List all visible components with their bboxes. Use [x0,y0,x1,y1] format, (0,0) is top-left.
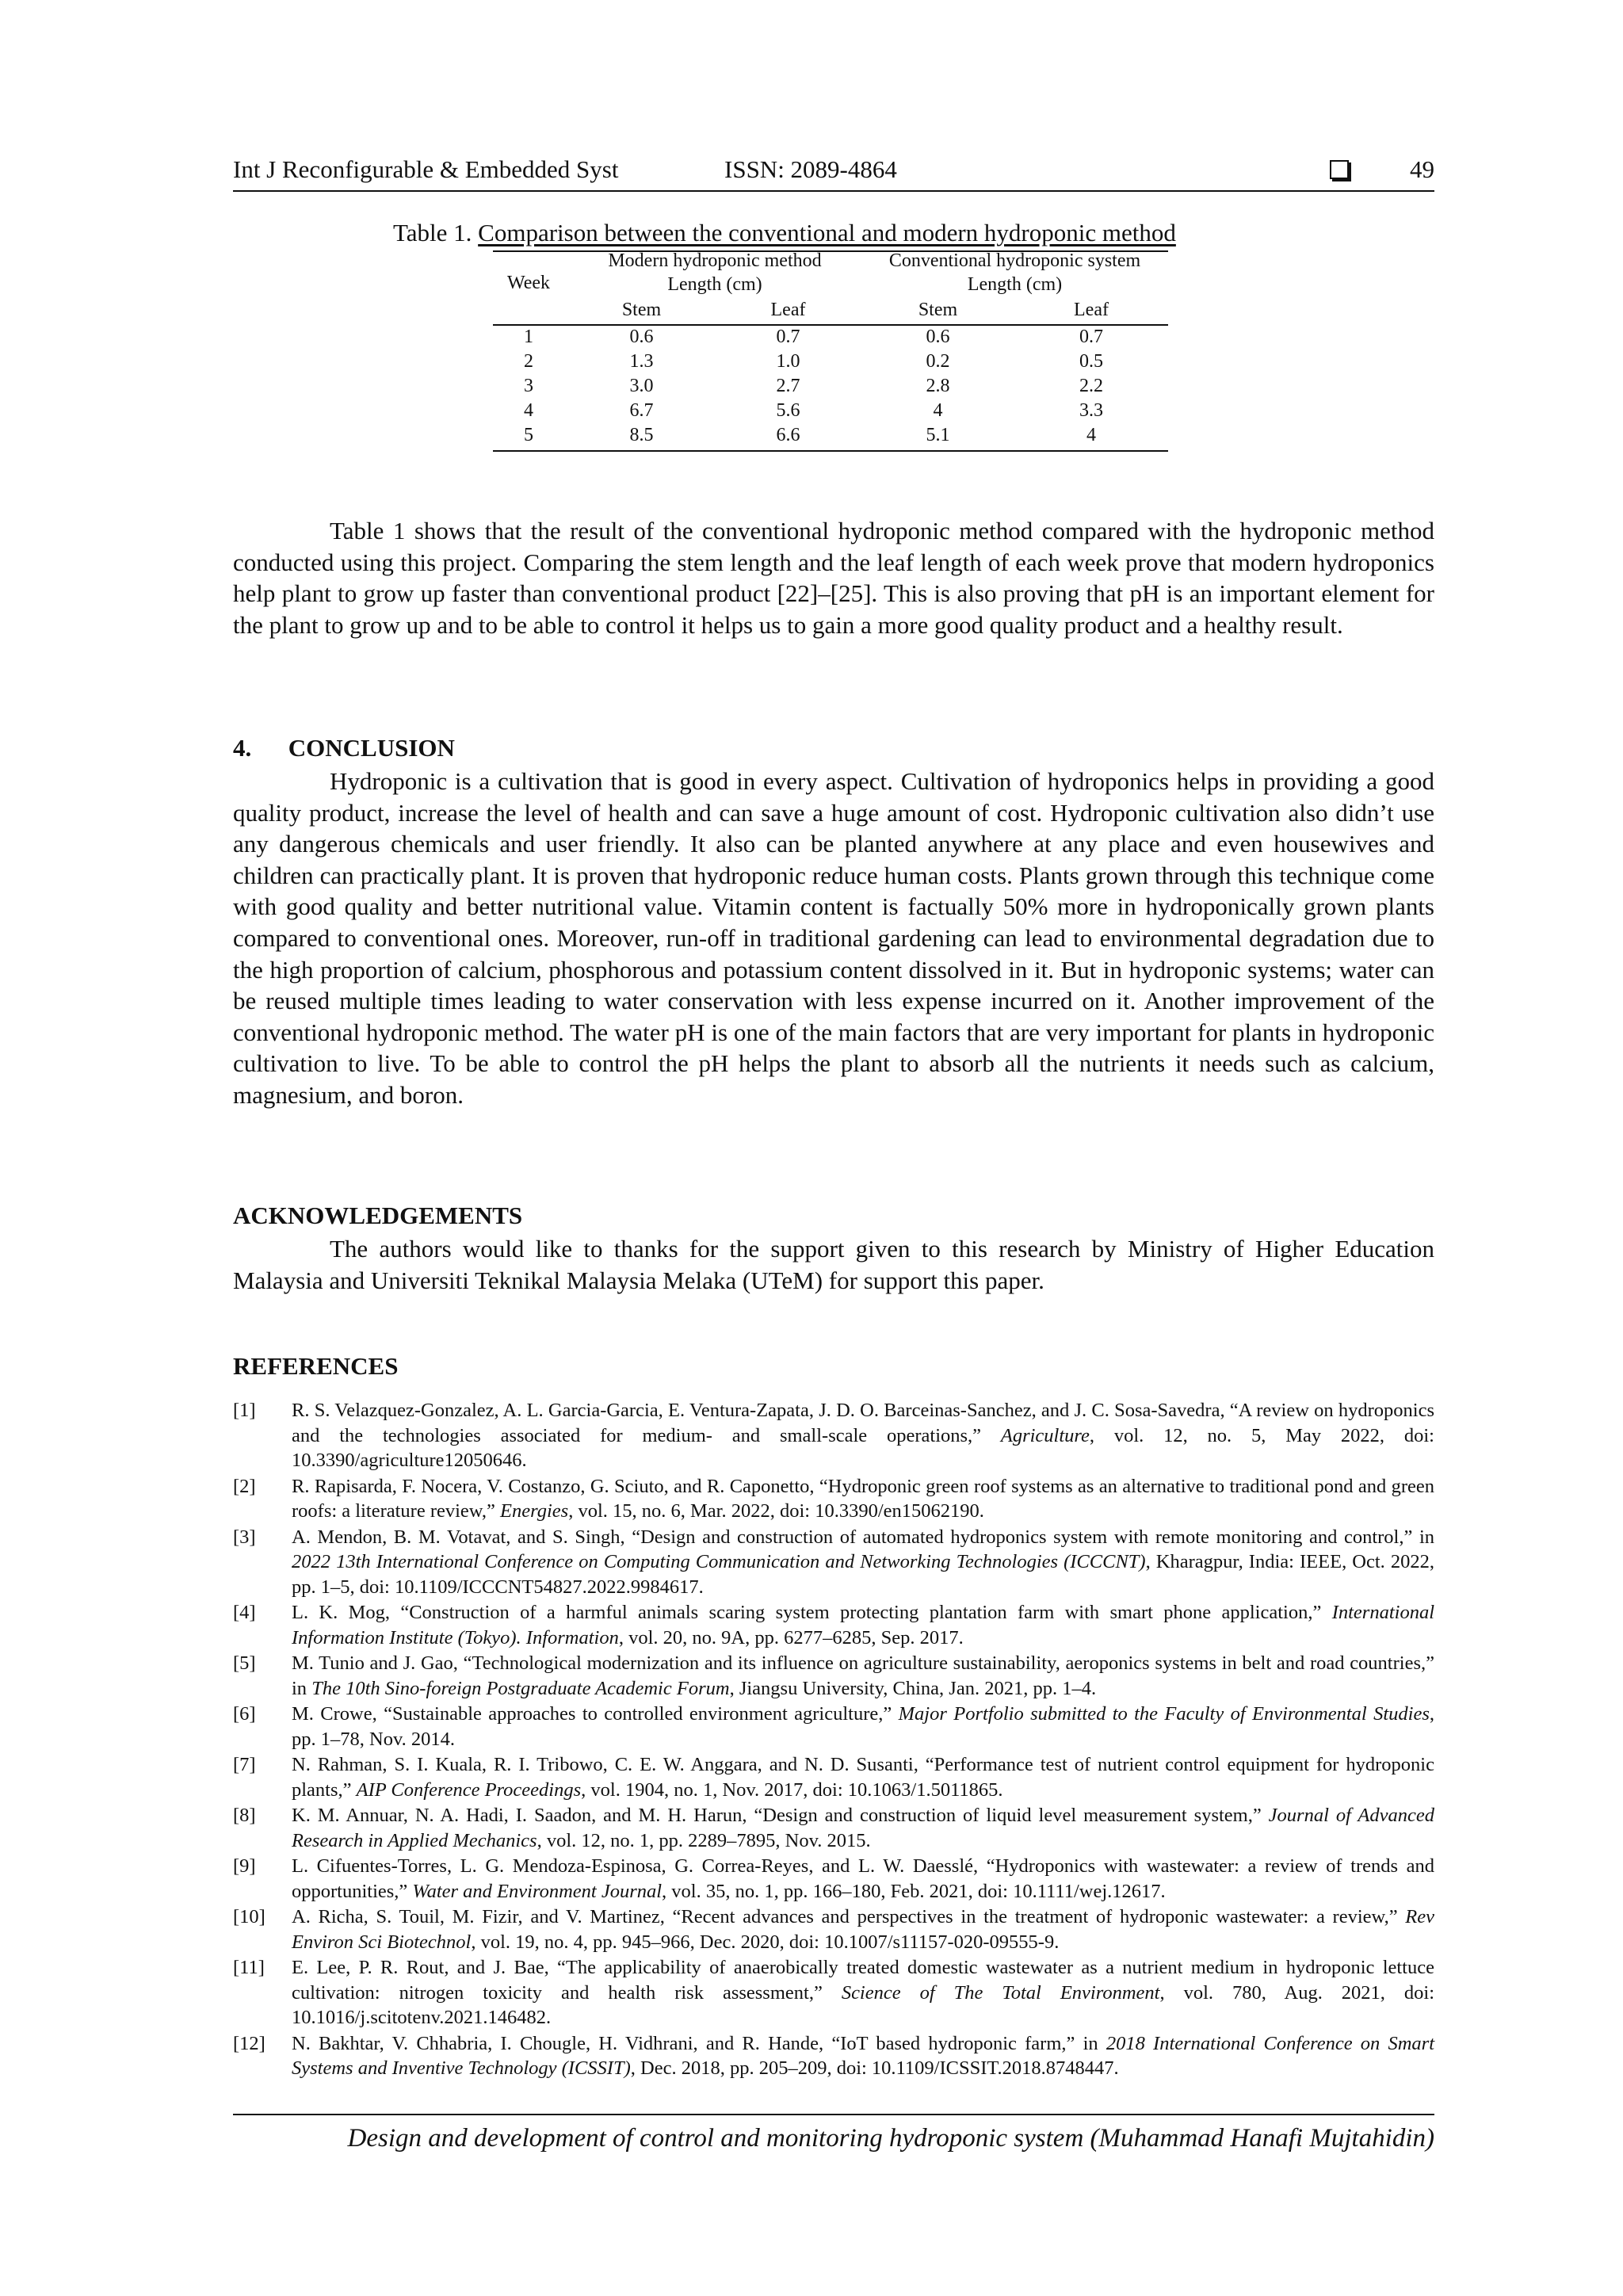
conclusion-text: Hydroponic is a cultivation that is good in every aspect. Cultivation of hydroponics helps in providing a good quality product, increase the level of health and can save a huge amount of cost. Hydroponic cultivation also didn’t use any dangerous chemicals and user friendly. It also can be planted anywhere at any place and even housewives and children can practically plant. It is proven that hydroponic reduce human costs. Plants grown through this technique come with good quality and better nutritional value. Vitamin content is factually 50% more in hydroponically grown plants compared to conventional ones. Moreover, run-off in traditional gardening can lead to environmental degradation due to the high proportion of calcium, phosphorous and potassium content dissolved in it. But in hydroponic systems; water can be reused multiple times leading to water conservation with less expense incurred on it. Another improvement of the conventional hydroponic method. The water pH is one of the main factors that are very important for plants in hydroponic cultivation to live. To be able to control the pH helps the plant to absorb all the nutrients it needs such as calcium, magnesium, and boron. [233,767,1434,1109]
results-text: Table 1 shows that the result of the conventional hydroponic method compared with the hydroponic method conducted using this project. Comparing the stem length and the leaf length of each week prove that modern hydroponics help plant to grow up faster than conventional product [22]–[25]. This is also proving that pH is an important element for the plant to grow up and to be able to control it helps us to gain a more good quality product and a healthy result. [233,517,1434,639]
table-cell: 5 [524,425,533,445]
table-sub-header: Stem [621,300,662,320]
reference-list [233,1398,1434,2082]
table-cell: 0.7 [776,327,800,347]
table-cell: 3.3 [1079,400,1103,421]
section-heading-references: REFERENCES [233,1352,399,1380]
table-cell: 0.7 [1079,327,1103,347]
table-cell: 5.1 [926,425,950,445]
table-cell: 6.7 [629,400,654,421]
table-cell: 8.5 [629,425,654,445]
section-heading-conclusion: 4. CONCLUSION [233,734,455,762]
reference-item: [1] R. S. Velazquez-Gonzalez, A. L. Garcia-Garcia, E. Ventura-Zapata, J. D. O. Barceinas-Sanchez, and J. C. Sosa-Savedra, “A review on hydroponics and the technologies associated for medium- and small-scale operations,” Agriculture, vol. 12, no. 5, May 2022, doi: 10.3390/agriculture12050646. [233,1400,1434,1471]
reference-item: [10] A. Richa, S. Touil, M. Fizir, and V. Martinez, “Recent advances and perspectives in the treatment of hydroponic wastewater: a review,” Rev Environ Sci Biotechnol, vol. 19, no. 4, pp. 945–966, Dec. 2020, doi: 10.1007/s11157-020-09555-9. [233,1906,1434,1953]
table-cell: 3.0 [629,376,654,396]
table-cell: 6.6 [776,425,800,445]
table-cell: 0.6 [629,327,654,347]
table-sub-header: Leaf [770,300,806,320]
table-header-unit-conventional: Length (cm) [967,274,1063,295]
reference-item: [9] L. Cifuentes-Torres, L. G. Mendoza-Espinosa, G. Correa-Reyes, and L. W. Daesslé, “Hydroponics with wastewater: a review of trends and opportunities,” Water and Environment Journal, vol. 35, no. 1, pp. 166–180, Feb. 2021, doi: 10.1111/wej.12617. [233,1855,1434,1902]
table-cell: 5.6 [776,400,800,421]
table-cell: 4 [1086,425,1096,445]
table-cell: 1.0 [776,351,800,372]
reference-item: [4] L. K. Mog, “Construction of a harmful animals scaring system protecting plantation farm with smart phone application,” International Information Institute (Tokyo). Information, vol. 20, no. 9A, pp. 6277–6285, Sep. 2017. [233,1602,1434,1648]
table-bottom-rule [493,450,1168,452]
reference-item: [7] N. Rahman, S. I. Kuala, R. I. Tribowo, C. E. W. Anggara, and N. D. Susanti, “Performance test of nutrient control equipment for hydroponic plants,” AIP Conference Proceedings, vol. 1904, no. 1, Nov. 2017, doi: 10.1063/1.5011865. [233,1754,1434,1801]
running-footer: Design and development of control and monitoring hydroponic system (Muhammad Hanafi Mujtahidin) [347,2124,1434,2153]
table-cell: 2.2 [1079,376,1103,396]
reference-item: [11] E. Lee, P. R. Rout, and J. Bae, “The applicability of anaerobically treated domestic wastewater as a nutrient medium in hydroponic lettuce cultivation: nitrogen toxicity and health risk assessment,” Science of The Total Environment, vol. 780, Aug. 2021, doi: 10.1016/j.scitotenv.2021.146482. [233,1957,1435,2028]
table-sub-header: Leaf [1074,300,1109,320]
reference-item: [3] A. Mendon, B. M. Votavat, and S. Singh, “Design and construction of automated hydroponics system with remote monitoring and control,” in 2022 13th International Conference on Computing Communication and Networking Technologies (ICCCNT), Kharagpur, India: IEEE, Oct. 2022, pp. 1–5, doi: 10.1109/ICCCNT54827.2022.9984617. [233,1526,1434,1598]
conclusion-paragraph [233,766,1434,1111]
page-number: 49 [1410,155,1434,183]
reference-item: [8] K. M. Annuar, N. A. Hadi, I. Saadon, and M. H. Harun, “Design and construction of liquid level measurement system,” Journal of Advanced Research in Applied Mechanics, vol. 12, no. 1, pp. 2289–7895, Nov. 2015. [233,1805,1434,1851]
table-caption-prefix: Table 1. [393,219,479,246]
table-header-modern: Modern hydroponic method [608,250,822,271]
table-cell: 0.6 [926,327,950,347]
header-rule [233,190,1434,192]
table-cell: 4 [524,400,533,421]
acknowledgements-paragraph [233,1233,1434,1296]
table-sub-header: Stem [918,300,958,320]
table-cell: 4 [933,400,943,421]
running-header [233,155,1434,190]
section-heading-acknowledgements: ACKNOWLEDGEMENTS [233,1201,523,1229]
results-paragraph [233,515,1434,640]
acknowledgements-text: The authors would like to thanks for the support given to this research by Ministry of Higher Education Malaysia and Universiti Teknikal Malaysia Melaka (UTeM) for support this paper. [233,1235,1434,1294]
footer-rule [233,2114,1434,2115]
table-cell: 3 [524,376,533,396]
reference-item: [2] R. Rapisarda, F. Nocera, V. Costanzo, G. Sciuto, and R. Caponetto, “Hydroponic green roof systems as an alternative to traditional pond and green roofs: a literature review,” Energies, vol. 15, no. 6, Mar. 2022, doi: 10.3390/en15062190. [233,1475,1434,1522]
table-cell: 0.2 [926,351,950,372]
table-cell: 1 [524,327,533,347]
reference-item: [12] N. Bakhtar, V. Chhabria, I. Chougle, H. Vidhrani, and R. Hande, “IoT based hydroponic farm,” in 2018 International Conference on Smart Systems and Inventive Technology (ICSSIT), Dec. 2018, pp. 205–209, doi: 10.1109/ICSSIT.2018.8748447. [233,2032,1434,2079]
table-cell: 0.5 [1079,351,1103,372]
table-cell: 2.7 [776,376,800,396]
table-cell: 2 [524,351,533,372]
table-header-conventional: Conventional hydroponic system [888,250,1141,271]
journal-name: Int J Reconfigurable & Embedded Syst [233,155,619,183]
table-cell: 1.3 [629,351,654,372]
table-cell: 2.8 [926,376,950,396]
table-caption [393,219,1176,247]
table-caption-title: Comparison between the conventional and modern hydroponic method [478,219,1176,246]
reference-item: [5] M. Tunio and J. Gao, “Technological modernization and its influence on agriculture sustainability, aeroponics systems in belt and road countries,” in The 10th Sino-foreign Postgraduate Academic Forum, Jiangsu University, China, Jan. 2021, pp. 1–4. [233,1652,1434,1699]
checkbox-square-icon [1330,160,1349,179]
reference-item: [6] M. Crowe, “Sustainable approaches to controlled environment agriculture,” Major Portfolio submitted to the Faculty of Environmental Studies, pp. 1–78, Nov. 2014. [233,1703,1434,1750]
table-header-week: Week [506,273,551,293]
table-header-rule [493,324,1168,326]
table-header-unit-modern: Length (cm) [667,274,762,295]
issn: ISSN: 2089-4864 [724,155,897,183]
